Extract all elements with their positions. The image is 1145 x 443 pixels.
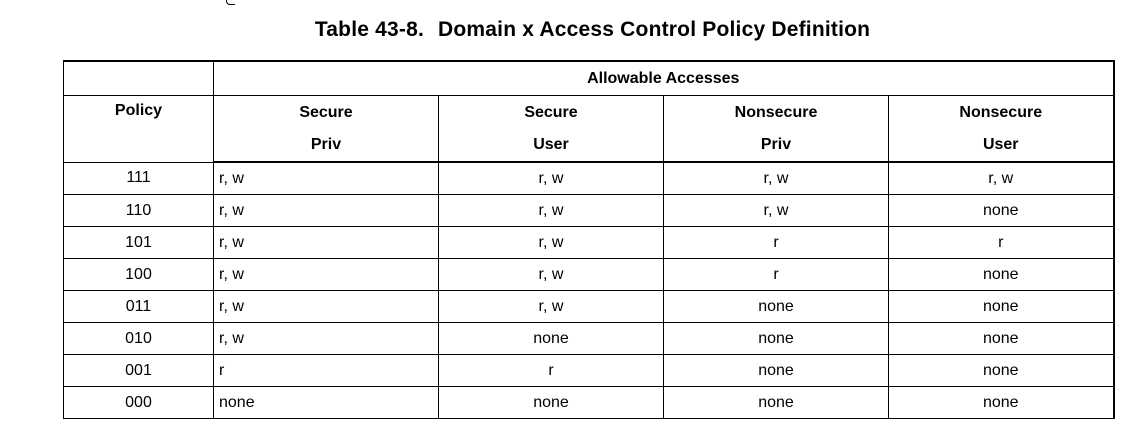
secure-user-cell: r bbox=[439, 355, 664, 387]
nonsecure-priv-cell: none bbox=[664, 387, 889, 419]
col-secure-user-line2: User bbox=[439, 129, 664, 162]
nonsecure-user-cell: none bbox=[889, 259, 1114, 291]
col-nonsecure-priv-line1: Nonsecure bbox=[664, 96, 889, 130]
nonsecure-user-cell: none bbox=[889, 387, 1114, 419]
policy-cell: 000 bbox=[64, 387, 214, 419]
secure-user-cell: none bbox=[439, 387, 664, 419]
secure-user-cell: none bbox=[439, 323, 664, 355]
col-nonsecure-priv-line2: Priv bbox=[664, 129, 889, 162]
col-nonsecure-user-line1: Nonsecure bbox=[889, 96, 1114, 130]
nonsecure-user-cell: none bbox=[889, 195, 1114, 227]
nonsecure-priv-cell: r, w bbox=[664, 162, 889, 195]
policy-header: Policy bbox=[64, 96, 214, 163]
col-secure-user-line1: Secure bbox=[439, 96, 664, 130]
policy-cell: 100 bbox=[64, 259, 214, 291]
policy-cell: 101 bbox=[64, 227, 214, 259]
nonsecure-user-cell: r bbox=[889, 227, 1114, 259]
table-row bbox=[64, 227, 1114, 259]
policy-cell: 111 bbox=[64, 162, 214, 195]
secure-priv-cell: r bbox=[214, 355, 439, 387]
table-row bbox=[64, 195, 1114, 227]
nonsecure-priv-cell: none bbox=[664, 291, 889, 323]
table-row bbox=[64, 162, 1114, 195]
col-nonsecure-user-line2: User bbox=[889, 129, 1114, 162]
policy-cell: 010 bbox=[64, 323, 214, 355]
table-row bbox=[64, 323, 1114, 355]
col-secure-priv-line2: Priv bbox=[214, 129, 439, 162]
col-secure-priv-line1: Secure bbox=[214, 96, 439, 130]
nonsecure-priv-cell: none bbox=[664, 323, 889, 355]
table-row bbox=[64, 291, 1114, 323]
secure-user-cell: r, w bbox=[439, 291, 664, 323]
nonsecure-priv-cell: r bbox=[664, 259, 889, 291]
table-row bbox=[64, 355, 1114, 387]
access-policy-table bbox=[63, 60, 1115, 419]
nonsecure-user-cell: none bbox=[889, 355, 1114, 387]
nonsecure-priv-cell: r bbox=[664, 227, 889, 259]
table-row bbox=[64, 387, 1114, 419]
secure-user-cell: r, w bbox=[439, 259, 664, 291]
policy-cell: 011 bbox=[64, 291, 214, 323]
secure-priv-cell: r, w bbox=[214, 291, 439, 323]
secure-user-cell: r, w bbox=[439, 227, 664, 259]
secure-priv-cell: none bbox=[214, 387, 439, 419]
table-title bbox=[0, 18, 1145, 42]
policy-cell: 110 bbox=[64, 195, 214, 227]
nonsecure-user-cell: none bbox=[889, 291, 1114, 323]
nonsecure-user-cell: none bbox=[889, 323, 1114, 355]
table-caption: Domain x Access Control Policy Definition bbox=[438, 18, 871, 41]
secure-priv-cell: r, w bbox=[214, 323, 439, 355]
policy-cell: 001 bbox=[64, 355, 214, 387]
secure-priv-cell: r, w bbox=[214, 227, 439, 259]
secure-priv-cell: r, w bbox=[214, 162, 439, 195]
table-row bbox=[64, 259, 1114, 291]
secure-user-cell: r, w bbox=[439, 195, 664, 227]
corner-cell bbox=[64, 61, 214, 96]
allowable-accesses-header: Allowable Accesses bbox=[214, 61, 1114, 96]
table-number: Table 43-8. bbox=[314, 18, 425, 41]
nonsecure-priv-cell: none bbox=[664, 355, 889, 387]
page-fragment-mark bbox=[226, 0, 235, 5]
secure-priv-cell: r, w bbox=[214, 259, 439, 291]
nonsecure-user-cell: r, w bbox=[889, 162, 1114, 195]
secure-priv-cell: r, w bbox=[214, 195, 439, 227]
secure-user-cell: r, w bbox=[439, 162, 664, 195]
nonsecure-priv-cell: r, w bbox=[664, 195, 889, 227]
